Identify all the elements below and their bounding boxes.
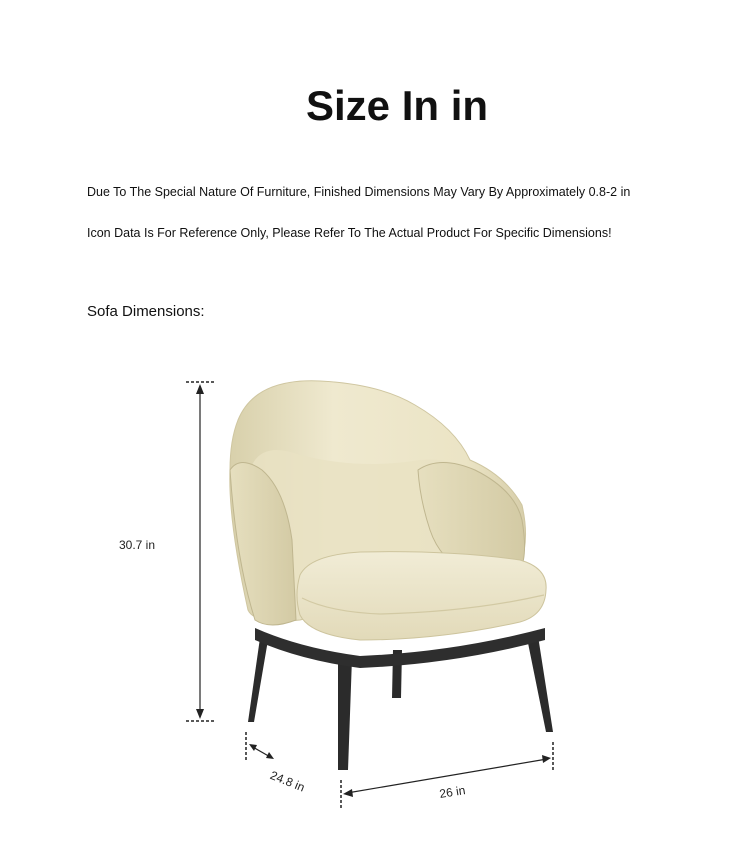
chair-seat-cushion <box>297 552 546 640</box>
armchair-illustration <box>230 381 553 770</box>
dimension-variance-note: Due To The Special Nature Of Furniture, Finished Dimensions May Vary By Approximately 0.8-2 in <box>87 185 631 199</box>
depth-dimension <box>246 732 307 795</box>
chair-leg-back-left <box>248 638 268 722</box>
width-dimension <box>341 742 553 808</box>
width-label: 26 in <box>438 783 467 801</box>
depth-label: 24.8 in <box>268 768 307 795</box>
page-title: Size In in <box>305 82 489 129</box>
reference-note: Icon Data Is For Reference Only, Please Refer To The Actual Product For Specific Dimensions! <box>87 226 612 240</box>
chair-leg-front-left <box>338 658 352 770</box>
height-label: 30.7 in <box>118 538 156 552</box>
chair-leg-front-right <box>527 636 553 732</box>
section-label: Sofa Dimensions: <box>87 303 205 320</box>
height-dimension <box>119 382 214 721</box>
